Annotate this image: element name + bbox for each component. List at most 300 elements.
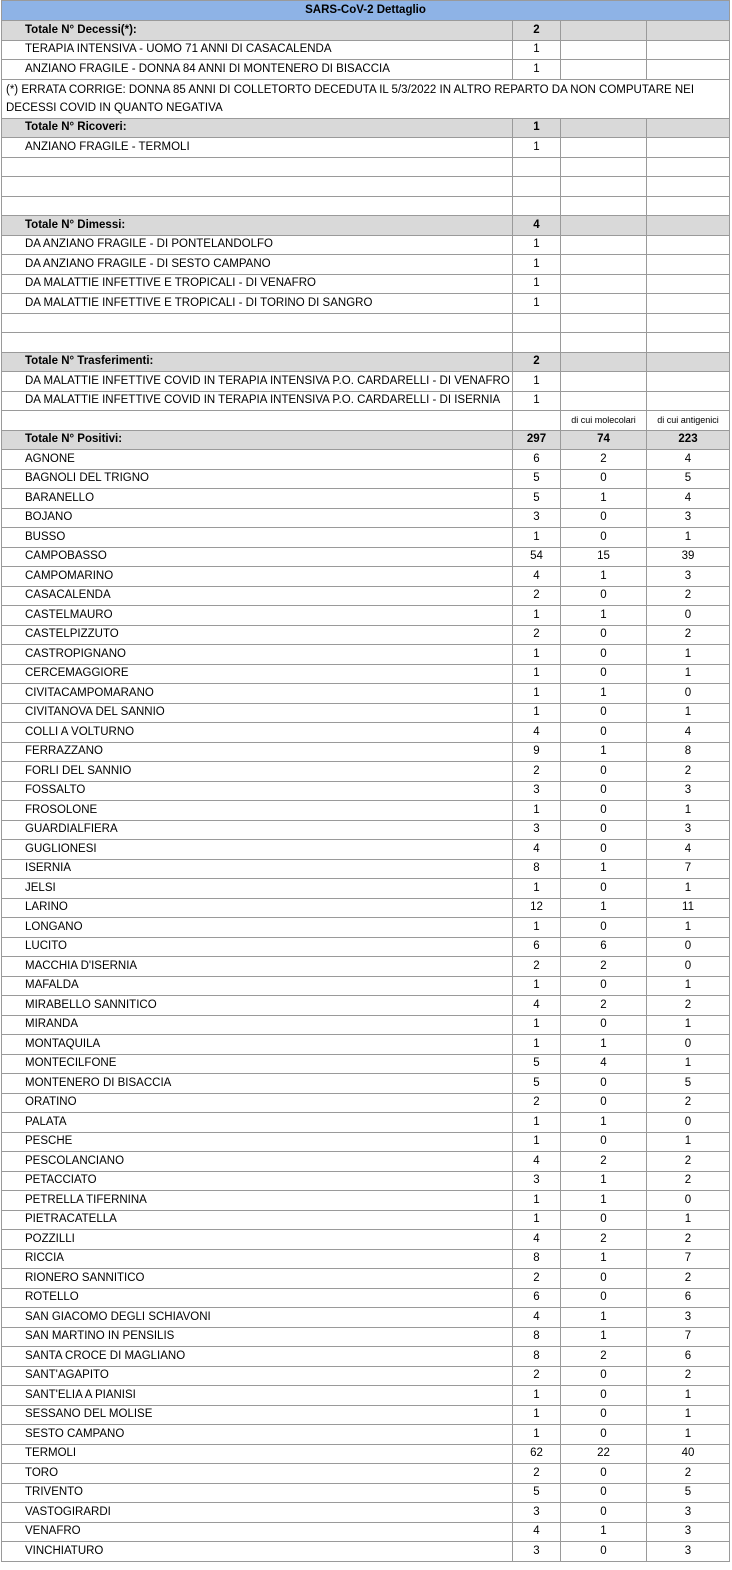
municipality-name: BUSSO: [2, 528, 513, 548]
empty-cell: [561, 60, 647, 80]
empty-cell: [647, 157, 730, 177]
empty-cell: [2, 333, 513, 353]
molecolari-count: 0: [561, 1093, 647, 1113]
positivi-count: 1: [513, 1405, 561, 1425]
molecolari-count: 2: [561, 957, 647, 977]
empty-cell: [647, 391, 730, 411]
antigenici-count: 3: [647, 567, 730, 587]
positivi-count: 2: [513, 1366, 561, 1386]
municipality-row: [2, 528, 730, 548]
section-label: Totale N° Decessi(*):: [2, 21, 513, 41]
positivi-count: 62: [513, 1444, 561, 1464]
molecolari-count: 0: [561, 469, 647, 489]
municipality-row: [2, 1503, 730, 1523]
municipality-name: TORO: [2, 1464, 513, 1484]
molecolari-count: 0: [561, 528, 647, 548]
empty-cell: [561, 352, 647, 372]
empty-cell: [2, 196, 513, 216]
municipality-name: CERCEMAGGIORE: [2, 664, 513, 684]
positivi-count: 8: [513, 1347, 561, 1367]
antigenici-count: 1: [647, 645, 730, 665]
municipality-row: [2, 781, 730, 801]
municipality-name: GUARDIALFIERA: [2, 820, 513, 840]
municipality-name: MONTECILFONE: [2, 1054, 513, 1074]
municipality-row: [2, 1386, 730, 1406]
antigenici-count: 3: [647, 1503, 730, 1523]
antigenici-count: 0: [647, 957, 730, 977]
positivi-count: 1: [513, 918, 561, 938]
antigenici-count: 2: [647, 625, 730, 645]
municipality-row: [2, 1464, 730, 1484]
molecolari-count: 0: [561, 1269, 647, 1289]
positivi-count: 4: [513, 567, 561, 587]
row-value: 1: [513, 235, 561, 255]
municipality-row: [2, 859, 730, 879]
empty-cell: [561, 333, 647, 353]
positivi-count: 3: [513, 508, 561, 528]
molecolari-count: 22: [561, 1444, 647, 1464]
antigenici-count: 2: [647, 1093, 730, 1113]
positivi-count: 6: [513, 937, 561, 957]
positivi-count: 8: [513, 859, 561, 879]
positivi-count: 5: [513, 1054, 561, 1074]
row-value: 1: [513, 40, 561, 60]
empty-cell: [2, 411, 513, 431]
municipality-name: PESCHE: [2, 1132, 513, 1152]
municipality-name: CASACALENDA: [2, 586, 513, 606]
antigenici-count: 5: [647, 1483, 730, 1503]
molecolari-count: 0: [561, 1288, 647, 1308]
municipality-row: [2, 879, 730, 899]
ricoveri-total-row: [2, 118, 730, 138]
empty-cell: [561, 196, 647, 216]
municipality-row: [2, 1308, 730, 1328]
row-value: 1: [513, 391, 561, 411]
errata-note-row: [2, 79, 730, 118]
municipality-name: VENAFRO: [2, 1522, 513, 1542]
municipality-name: GUGLIONESI: [2, 840, 513, 860]
municipality-name: CAMPOBASSO: [2, 547, 513, 567]
antigenici-count: 3: [647, 1522, 730, 1542]
positivi-count: 1: [513, 1425, 561, 1445]
municipality-name: FOSSALTO: [2, 781, 513, 801]
positivi-count: 1: [513, 976, 561, 996]
molecolari-count: 2: [561, 1347, 647, 1367]
antigenici-count: 0: [647, 1191, 730, 1211]
municipality-row: [2, 1015, 730, 1035]
positivi-count: 2: [513, 957, 561, 977]
municipality-name: AGNONE: [2, 450, 513, 470]
molecolari-count: 0: [561, 1386, 647, 1406]
municipality-row: [2, 1152, 730, 1172]
empty-cell: [2, 157, 513, 177]
positivi-count: 1: [513, 1386, 561, 1406]
section-total: 4: [513, 216, 561, 236]
municipality-row: [2, 1542, 730, 1562]
positivi-total-row: [2, 430, 730, 450]
positivi-count: 2: [513, 586, 561, 606]
row-value: 1: [513, 255, 561, 275]
municipality-name: VINCHIATURO: [2, 1542, 513, 1562]
municipality-name: CASTELPIZZUTO: [2, 625, 513, 645]
empty-cell: [647, 118, 730, 138]
positivi-count: 2: [513, 1269, 561, 1289]
municipality-name: RIONERO SANNITICO: [2, 1269, 513, 1289]
municipality-row: [2, 586, 730, 606]
trasferimenti-total-row: [2, 352, 730, 372]
section-label: Totale N° Positivi:: [2, 430, 513, 450]
row-label: DA MALATTIE INFETTIVE E TROPICALI - DI TORINO DI SANGRO: [2, 294, 513, 314]
empty-cell: [647, 352, 730, 372]
empty-row: [2, 333, 730, 353]
molecolari-count: 2: [561, 450, 647, 470]
molecolari-count: 0: [561, 645, 647, 665]
positivi-count: 1: [513, 664, 561, 684]
molecolari-count: 0: [561, 918, 647, 938]
section-label: Totale N° Trasferimenti:: [2, 352, 513, 372]
positivi-count: 5: [513, 1483, 561, 1503]
table-title: SARS-CoV-2 Dettaglio: [2, 1, 730, 21]
table-row: [2, 138, 730, 158]
positivi-count: 5: [513, 1074, 561, 1094]
molecolari-count: 1: [561, 489, 647, 509]
municipality-name: MONTAQUILA: [2, 1035, 513, 1055]
municipality-name: PIETRACATELLA: [2, 1210, 513, 1230]
municipality-name: CASTROPIGNANO: [2, 645, 513, 665]
section-label: Totale N° Dimessi:: [2, 216, 513, 236]
municipality-name: LUCITO: [2, 937, 513, 957]
molecolari-count: 2: [561, 1230, 647, 1250]
empty-cell: [561, 372, 647, 392]
municipality-row: [2, 567, 730, 587]
table-row: [2, 274, 730, 294]
municipality-name: LONGANO: [2, 918, 513, 938]
antigenici-count: 1: [647, 879, 730, 899]
positivi-count: 1: [513, 1015, 561, 1035]
table-row: [2, 255, 730, 275]
positivi-count: 1: [513, 1210, 561, 1230]
municipality-name: PESCOLANCIANO: [2, 1152, 513, 1172]
municipality-name: MACCHIA D'ISERNIA: [2, 957, 513, 977]
section-total: 2: [513, 21, 561, 41]
molecolari-count: 0: [561, 1132, 647, 1152]
municipality-name: SANT'ELIA A PIANISI: [2, 1386, 513, 1406]
molecolari-count: 1: [561, 1249, 647, 1269]
antigenici-count: 2: [647, 762, 730, 782]
municipality-row: [2, 1171, 730, 1191]
empty-cell: [561, 294, 647, 314]
empty-cell: [561, 21, 647, 41]
antigenici-count: 4: [647, 489, 730, 509]
municipality-row: [2, 1191, 730, 1211]
municipality-row: [2, 1483, 730, 1503]
positivi-count: 54: [513, 547, 561, 567]
positivi-count: 4: [513, 840, 561, 860]
molecolari-count: 1: [561, 1113, 647, 1133]
positivi-count: 3: [513, 781, 561, 801]
municipality-name: SANTA CROCE DI MAGLIANO: [2, 1347, 513, 1367]
empty-cell: [561, 235, 647, 255]
positivi-total: 297: [513, 430, 561, 450]
municipality-name: BOJANO: [2, 508, 513, 528]
positivi-count: 6: [513, 1288, 561, 1308]
municipality-name: CAMPOMARINO: [2, 567, 513, 587]
municipality-row: [2, 1444, 730, 1464]
positivi-count: 1: [513, 645, 561, 665]
municipality-name: BAGNOLI DEL TRIGNO: [2, 469, 513, 489]
antigenici-count: 0: [647, 1035, 730, 1055]
empty-cell: [513, 313, 561, 333]
positivi-count: 2: [513, 1093, 561, 1113]
positivi-count: 1: [513, 879, 561, 899]
antigenici-count: 7: [647, 1327, 730, 1347]
municipality-name: PALATA: [2, 1113, 513, 1133]
antigenici-count: 0: [647, 937, 730, 957]
molecolari-count: 1: [561, 1171, 647, 1191]
empty-cell: [647, 21, 730, 41]
antigenici-count: 2: [647, 1464, 730, 1484]
positivi-count: 1: [513, 1113, 561, 1133]
antigenici-count: 1: [647, 703, 730, 723]
municipality-name: MIRANDA: [2, 1015, 513, 1035]
positivi-count: 1: [513, 684, 561, 704]
empty-cell: [647, 294, 730, 314]
empty-cell: [561, 274, 647, 294]
row-label: DA MALATTIE INFETTIVE COVID IN TERAPIA INTENSIVA P.O. CARDARELLI - DI ISERNIA: [2, 391, 513, 411]
antigenici-count: 1: [647, 1015, 730, 1035]
row-value: 1: [513, 60, 561, 80]
row-label: DA ANZIANO FRAGILE - DI SESTO CAMPANO: [2, 255, 513, 275]
molecolari-count: 0: [561, 879, 647, 899]
positivi-total-molecolari: 74: [561, 430, 647, 450]
row-value: 1: [513, 274, 561, 294]
covid-detail-table: [1, 0, 730, 1562]
molecolari-count: 1: [561, 1522, 647, 1542]
municipality-row: [2, 703, 730, 723]
municipality-name: TRIVENTO: [2, 1483, 513, 1503]
antigenici-count: 1: [647, 976, 730, 996]
municipality-row: [2, 723, 730, 743]
empty-row: [2, 157, 730, 177]
antigenici-count: 3: [647, 820, 730, 840]
municipality-row: [2, 684, 730, 704]
municipality-name: SESTO CAMPANO: [2, 1425, 513, 1445]
municipality-row: [2, 1113, 730, 1133]
antigenici-count: 2: [647, 1269, 730, 1289]
positivi-count: 3: [513, 1171, 561, 1191]
empty-cell: [513, 333, 561, 353]
empty-cell: [513, 196, 561, 216]
municipality-name: ROTELLO: [2, 1288, 513, 1308]
molecolari-count: 1: [561, 684, 647, 704]
municipality-name: SAN MARTINO IN PENSILIS: [2, 1327, 513, 1347]
positivi-count: 9: [513, 742, 561, 762]
molecolari-count: 4: [561, 1054, 647, 1074]
molecolari-count: 2: [561, 996, 647, 1016]
positivi-subheader-row: [2, 411, 730, 431]
positivi-count: 3: [513, 1542, 561, 1562]
section-label: Totale N° Ricoveri:: [2, 118, 513, 138]
row-label: ANZIANO FRAGILE - DONNA 84 ANNI DI MONTENERO DI BISACCIA: [2, 60, 513, 80]
municipality-name: JELSI: [2, 879, 513, 899]
municipality-row: [2, 1230, 730, 1250]
antigenici-count: 1: [647, 1425, 730, 1445]
antigenici-count: 4: [647, 723, 730, 743]
molecolari-count: 2: [561, 1152, 647, 1172]
positivi-count: 12: [513, 898, 561, 918]
antigenici-count: 0: [647, 1113, 730, 1133]
municipality-name: FORLI DEL SANNIO: [2, 762, 513, 782]
municipality-name: SAN GIACOMO DEGLI SCHIAVONI: [2, 1308, 513, 1328]
municipality-name: CIVITANOVA DEL SANNIO: [2, 703, 513, 723]
errata-note: (*) ERRATA CORRIGE: DONNA 85 ANNI DI COLLETORTO DECEDUTA IL 5/3/2022 IN ALTRO REPARTO DA NON COMPUTARE NEI DECESSI COVID IN QUANTO NEGATIVA: [2, 79, 730, 118]
empty-cell: [647, 177, 730, 197]
municipality-row: [2, 1327, 730, 1347]
empty-cell: [513, 177, 561, 197]
municipality-row: [2, 1269, 730, 1289]
positivi-count: 1: [513, 801, 561, 821]
antigenici-count: 11: [647, 898, 730, 918]
antigenici-count: 3: [647, 1542, 730, 1562]
municipality-name: SESSANO DEL MOLISE: [2, 1405, 513, 1425]
molecolari-count: 1: [561, 898, 647, 918]
antigenici-count: 6: [647, 1288, 730, 1308]
empty-cell: [561, 391, 647, 411]
municipality-row: [2, 606, 730, 626]
empty-cell: [561, 40, 647, 60]
municipality-row: [2, 1425, 730, 1445]
positivi-count: 2: [513, 1464, 561, 1484]
molecolari-count: 1: [561, 1327, 647, 1347]
positivi-count: 1: [513, 703, 561, 723]
antigenici-count: 1: [647, 528, 730, 548]
municipality-row: [2, 547, 730, 567]
municipality-row: [2, 976, 730, 996]
molecolari-count: 0: [561, 1542, 647, 1562]
municipality-row: [2, 1210, 730, 1230]
empty-cell: [647, 313, 730, 333]
molecolari-header: di cui molecolari: [561, 411, 647, 431]
municipality-name: FROSOLONE: [2, 801, 513, 821]
molecolari-count: 1: [561, 606, 647, 626]
row-value: 1: [513, 138, 561, 158]
antigenici-header: di cui antigenici: [647, 411, 730, 431]
molecolari-count: 0: [561, 820, 647, 840]
antigenici-count: 1: [647, 1386, 730, 1406]
municipality-row: [2, 1035, 730, 1055]
municipality-name: PETACCIATO: [2, 1171, 513, 1191]
antigenici-count: 7: [647, 1249, 730, 1269]
antigenici-count: 1: [647, 1405, 730, 1425]
molecolari-count: 1: [561, 859, 647, 879]
municipality-row: [2, 996, 730, 1016]
molecolari-count: 15: [561, 547, 647, 567]
empty-cell: [2, 177, 513, 197]
antigenici-count: 39: [647, 547, 730, 567]
positivi-count: 4: [513, 1152, 561, 1172]
municipality-row: [2, 801, 730, 821]
table-row: [2, 40, 730, 60]
table-row: [2, 391, 730, 411]
empty-cell: [561, 138, 647, 158]
molecolari-count: 0: [561, 703, 647, 723]
positivi-total-antigenici: 223: [647, 430, 730, 450]
molecolari-count: 0: [561, 1074, 647, 1094]
molecolari-count: 0: [561, 664, 647, 684]
molecolari-count: 0: [561, 1464, 647, 1484]
antigenici-count: 2: [647, 1152, 730, 1172]
row-label: TERAPIA INTENSIVA - UOMO 71 ANNI DI CASACALENDA: [2, 40, 513, 60]
molecolari-count: 1: [561, 742, 647, 762]
empty-cell: [647, 274, 730, 294]
positivi-count: 1: [513, 1035, 561, 1055]
empty-cell: [647, 40, 730, 60]
positivi-count: 5: [513, 469, 561, 489]
molecolari-count: 0: [561, 1503, 647, 1523]
molecolari-count: 0: [561, 1405, 647, 1425]
municipality-row: [2, 918, 730, 938]
empty-cell: [647, 372, 730, 392]
empty-cell: [561, 177, 647, 197]
positivi-count: 1: [513, 528, 561, 548]
municipality-row: [2, 1347, 730, 1367]
municipality-name: ORATINO: [2, 1093, 513, 1113]
molecolari-count: 0: [561, 1015, 647, 1035]
empty-cell: [513, 411, 561, 431]
antigenici-count: 2: [647, 1230, 730, 1250]
antigenici-count: 3: [647, 508, 730, 528]
row-label: DA ANZIANO FRAGILE - DI PONTELANDOLFO: [2, 235, 513, 255]
antigenici-count: 0: [647, 606, 730, 626]
municipality-row: [2, 1132, 730, 1152]
empty-cell: [647, 196, 730, 216]
antigenici-count: 4: [647, 450, 730, 470]
positivi-count: 2: [513, 762, 561, 782]
empty-cell: [561, 157, 647, 177]
molecolari-count: 0: [561, 586, 647, 606]
empty-cell: [2, 313, 513, 333]
molecolari-count: 1: [561, 567, 647, 587]
antigenici-count: 8: [647, 742, 730, 762]
table-row: [2, 60, 730, 80]
municipality-row: [2, 1054, 730, 1074]
row-label: DA MALATTIE INFETTIVE COVID IN TERAPIA INTENSIVA P.O. CARDARELLI - DI VENAFRO: [2, 372, 513, 392]
antigenici-count: 6: [647, 1347, 730, 1367]
municipality-name: COLLI A VOLTURNO: [2, 723, 513, 743]
positivi-count: 4: [513, 1230, 561, 1250]
molecolari-count: 0: [561, 1210, 647, 1230]
municipality-name: POZZILLI: [2, 1230, 513, 1250]
municipality-row: [2, 645, 730, 665]
positivi-count: 8: [513, 1249, 561, 1269]
municipality-row: [2, 1288, 730, 1308]
decessi-total-row: [2, 21, 730, 41]
table-body: [2, 1, 730, 1562]
molecolari-count: 0: [561, 1366, 647, 1386]
positivi-count: 5: [513, 489, 561, 509]
municipality-row: [2, 508, 730, 528]
municipality-name: MIRABELLO SANNITICO: [2, 996, 513, 1016]
municipality-name: RICCIA: [2, 1249, 513, 1269]
antigenici-count: 2: [647, 996, 730, 1016]
molecolari-count: 0: [561, 508, 647, 528]
section-total: 2: [513, 352, 561, 372]
antigenici-count: 0: [647, 684, 730, 704]
molecolari-count: 0: [561, 723, 647, 743]
antigenici-count: 5: [647, 1074, 730, 1094]
table-row: [2, 294, 730, 314]
municipality-row: [2, 937, 730, 957]
